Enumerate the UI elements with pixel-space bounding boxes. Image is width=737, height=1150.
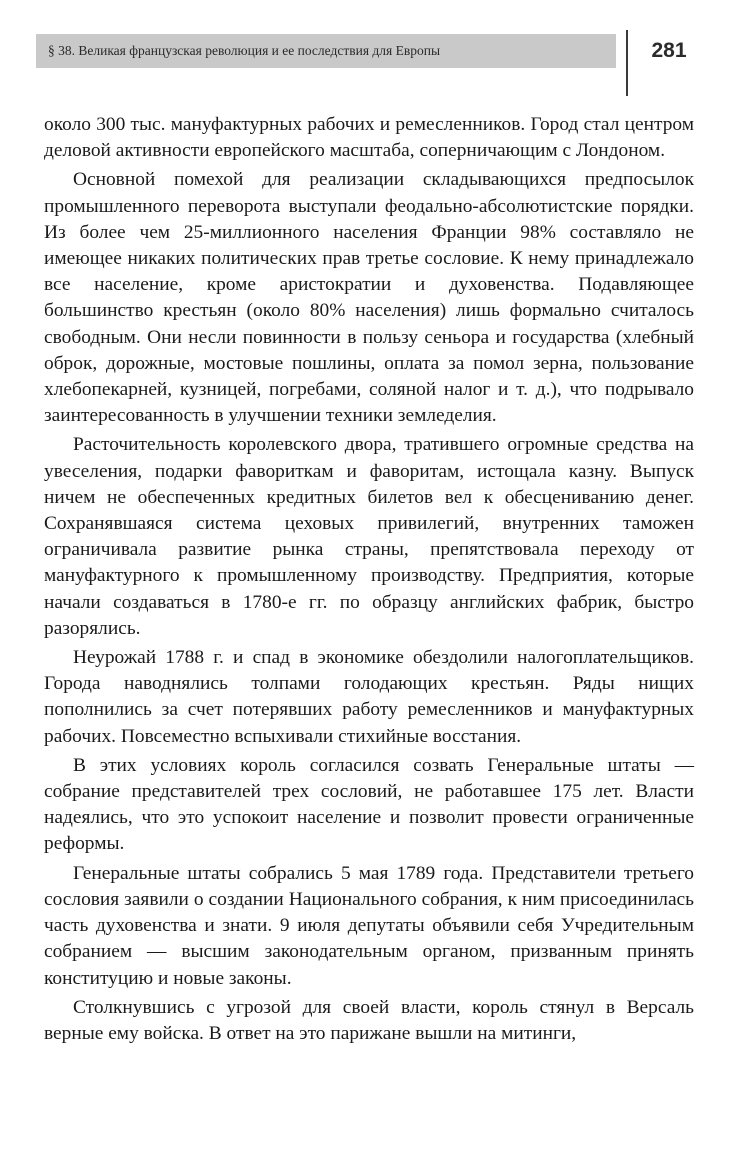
paragraph: Столкнувшись с угрозой для своей власти, король стянул в Версаль верные ему войска. В ответ на это парижане вышли на митинги, <box>44 996 694 1044</box>
chapter-title: § 38. Великая французская революция и ее последствия для Европы <box>48 43 441 58</box>
paragraph: В этих условиях король согласился созвать Генеральные штаты — собрание представителей трех сословий, не работавшее 175 лет. Власти надеялись, что это успокоит население и позволит провести ограниченные реформы. <box>44 754 694 855</box>
paragraph-continued: около 300 тыс. мануфактурных рабочих и ремесленников. Город стал центром деловой активности европейского масштаба, соперничающим с Лондоном. <box>44 114 694 162</box>
paragraph: Основной помехой для реализации складывающихся предпосылок промышленного переворота выступали феодально-абсолютистские порядки. Из более чем 25-миллионного населения Франции 98% составляло не имеющее никаких политических прав третье сословие. К нему принадлежало все население, кроме аристократии и духовенства. Подавляющее большинство крестьян (около 80% населения) лишь формально считалось свободным. Они несли повинности в пользу сеньора и государства (хлебный оброк, дорожные, мостовые пошлины, оплата за помол зерна, пользование хлебопекарней, кузницей, погребами, соляной налог и т. д.), что подрывало заинтересованность в улучшении техники земледелия. <box>44 169 694 427</box>
body-text <box>44 112 694 1047</box>
page-number: 281 <box>651 39 687 62</box>
paragraph: Генеральные штаты собрались 5 мая 1789 года. Представители третьего сословия заявили о создании Национального собрания, к ним присоединилась часть духовенства и знати. 9 июля депутаты объявили себя Учредительным собранием — высшим законодательным органом, призванным принять конституцию и новые законы. <box>44 862 694 989</box>
header-divider <box>626 30 628 96</box>
paragraph: Неурожай 1788 г. и спад в экономике обездолили налогоплательщиков. Города наводнялись толпами голодающих крестьян. Ряды нищих пополнились за счет потерявших работу ремесленников и мануфактурных рабочих. Повсеместно вспыхивали стихийные восстания. <box>44 647 694 747</box>
paragraph: Расточительность королевского двора, тратившего огромные средства на увеселения, подарки фавориткам и фаворитам, истощала казну. Выпуск ничем не обеспеченных кредитных билетов вел к обесцениванию денег. Сохранявшаяся система цеховых привилегий, внутренних таможен ограничивала развитие рынка страны, препятствовала переходу от мануфактурного к промышленному производству. Предприятия, которые начали создаваться в 1780-е гг. по образцу английских фабрик, быстро разорялись. <box>44 434 694 639</box>
running-header <box>36 34 616 68</box>
